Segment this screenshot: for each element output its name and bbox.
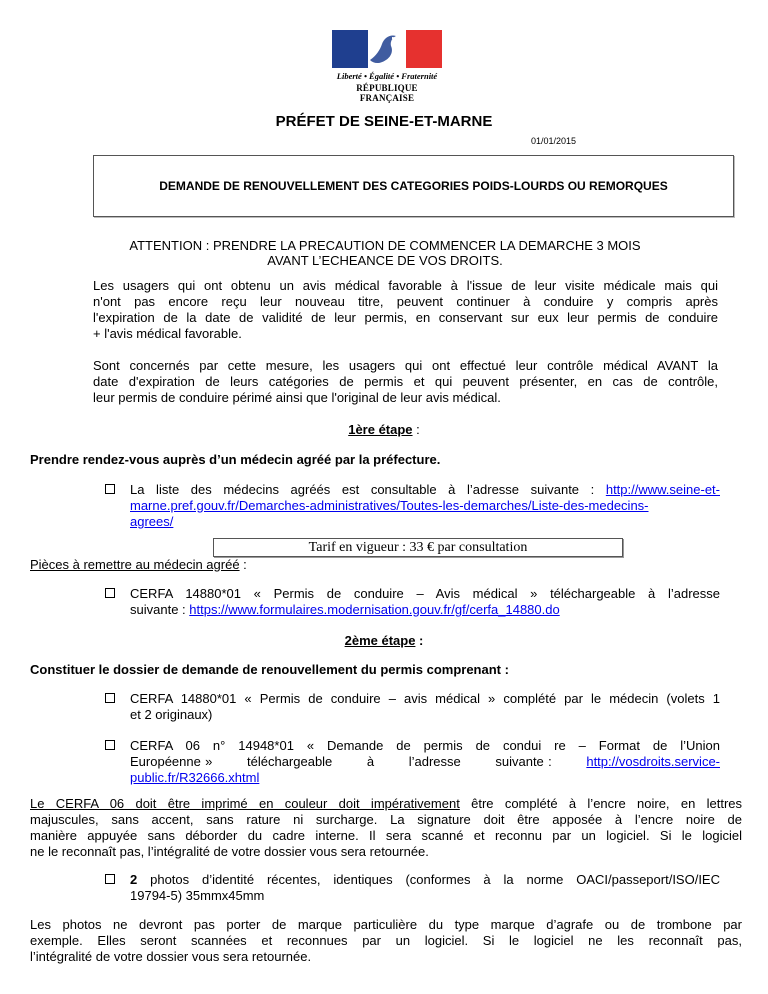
list-item-medecins: La liste des médecins agréés est consultable à l’adresse suivante : http://www.seine-et- marne.pref.gouv.fr/Demarches-administratives/Toutes-les-demarches/Liste-des-medecins- agrees/ bbox=[108, 482, 720, 530]
link-medecins-cont[interactable]: marne.pref.gouv.fr/Demarches-administratives/Toutes-les-demarches/Liste-des-medecins- bbox=[130, 498, 649, 513]
paragraph-validity: Les usagers qui ont obtenu un avis médical favorable à l'issue de leur visite médicale mais qui n'ont pas encore reçu leur nouveau titre, peuvent continuer à conduire y compris après l'expiration de la date de validité de leur permis, en conservant sur eux leur permis de conduire + l'avis médical favorable. bbox=[93, 278, 718, 341]
step2-label: 2ème étape : bbox=[344, 633, 424, 648]
checkbox-icon bbox=[105, 588, 115, 598]
list-item-cerfa-14880: CERFA 14880*01 « Permis de conduire – Avis médical » téléchargeable à l’adresse suivante : https://www.formulaires.modernisation.gouv.fr/gf/cerfa_14880.do bbox=[108, 586, 720, 618]
pieces-label: Pièces à remettre au médecin agréé : bbox=[30, 557, 247, 572]
page-title: PRÉFET DE SEINE-ET-MARNE bbox=[275, 113, 493, 130]
paragraph-photos: Les photos ne devront pas porter de marque particulière du type marque d’agrafe ou de trombone par exemple. Elles seront scannées et reconnues par un logiciel. Si le logiciel ne les reconnaît pas, l’intégralité de votre dossier vous sera retournée. bbox=[30, 917, 742, 964]
marianne-logo bbox=[332, 30, 442, 103]
link-vosdroits[interactable]: http://vosdroits.service- bbox=[586, 754, 720, 769]
motto: Liberté • Égalité • Fraternité bbox=[336, 71, 438, 81]
step1-heading: Prendre rendez-vous auprès d’un médecin agréé par la préfecture. bbox=[30, 452, 441, 467]
link-cerfa-14880[interactable]: https://www.formulaires.modernisation.gouv.fr/gf/cerfa_14880.do bbox=[189, 602, 560, 617]
step1-label: 1ère étape : bbox=[348, 422, 420, 437]
list-item-cerfa-completed: CERFA 14880*01 « Permis de conduire – avis médical » complété par le médecin (volets 1 et 2 originaux) bbox=[108, 691, 720, 723]
link-medecins[interactable]: http://www.seine-et- bbox=[605, 482, 720, 497]
checkbox-icon bbox=[105, 484, 115, 494]
link-medecins-end[interactable]: agrees/ bbox=[130, 514, 174, 529]
title-box bbox=[93, 155, 734, 217]
checkbox-icon bbox=[105, 874, 115, 884]
republic-label: RÉPUBLIQUE FRANÇAISE bbox=[356, 83, 418, 103]
link-vosdroits-end[interactable]: public.fr/R32666.xhtml bbox=[130, 770, 260, 785]
tarif-box: Tarif en vigueur : 33 € par consultation bbox=[213, 538, 623, 557]
step2-heading: Constituer le dossier de demande de renouvellement du permis comprenant : bbox=[30, 662, 509, 677]
paragraph-cerfa-06: Le CERFA 06 doit être imprimé en couleur doit impérativement être complété à l’encre noire, en lettres majuscules, sans accent, sans rature ni surcharge. La signature doit être apposée à l’encre noire de manière appuyée sans déborder du cadre interne. Il sera scanné et reconnu par un logiciel. Si le logiciel ne le reconnaît pas, l’intégralité de votre dossier vous sera retournée. bbox=[30, 796, 743, 859]
list-item-photos: 2 photos d’identité récentes, identiques (conformes à la norme OACI/passeport/ISO/IEC 19794-5) 35mmx45mm bbox=[108, 872, 720, 904]
checkbox-icon bbox=[105, 693, 115, 703]
document-date: 01/01/2015 bbox=[530, 136, 576, 146]
attention-notice: ATTENTION : PRENDRE LA PRECAUTION DE COMMENCER LA DEMARCHE 3 MOIS AVANT L’ECHEANCE DE VOS DROITS. bbox=[129, 238, 641, 268]
checkbox-icon bbox=[105, 740, 115, 750]
tricolor-flag-icon bbox=[332, 30, 442, 68]
title-box-text: DEMANDE DE RENOUVELLEMENT DES CATEGORIES POIDS-LOURDS OU REMORQUES bbox=[159, 179, 668, 193]
list-item-cerfa-06: CERFA 06 n° 14948*01 « Demande de permis de condui re – Format de l’Union Européenne » téléchargeable à l’adresse suivante : http://vosdroits.service- public.fr/R32666.xhtml bbox=[108, 738, 720, 786]
paragraph-concerned: Sont concernés par cette mesure, les usagers qui ont effectué leur contrôle médical AVANT la date d'expiration de leurs catégories de permis et qui peuvent présenter, en cas de contrôle, leur permis de conduire périmé ainsi que l'original de leur avis médical. bbox=[93, 358, 718, 405]
